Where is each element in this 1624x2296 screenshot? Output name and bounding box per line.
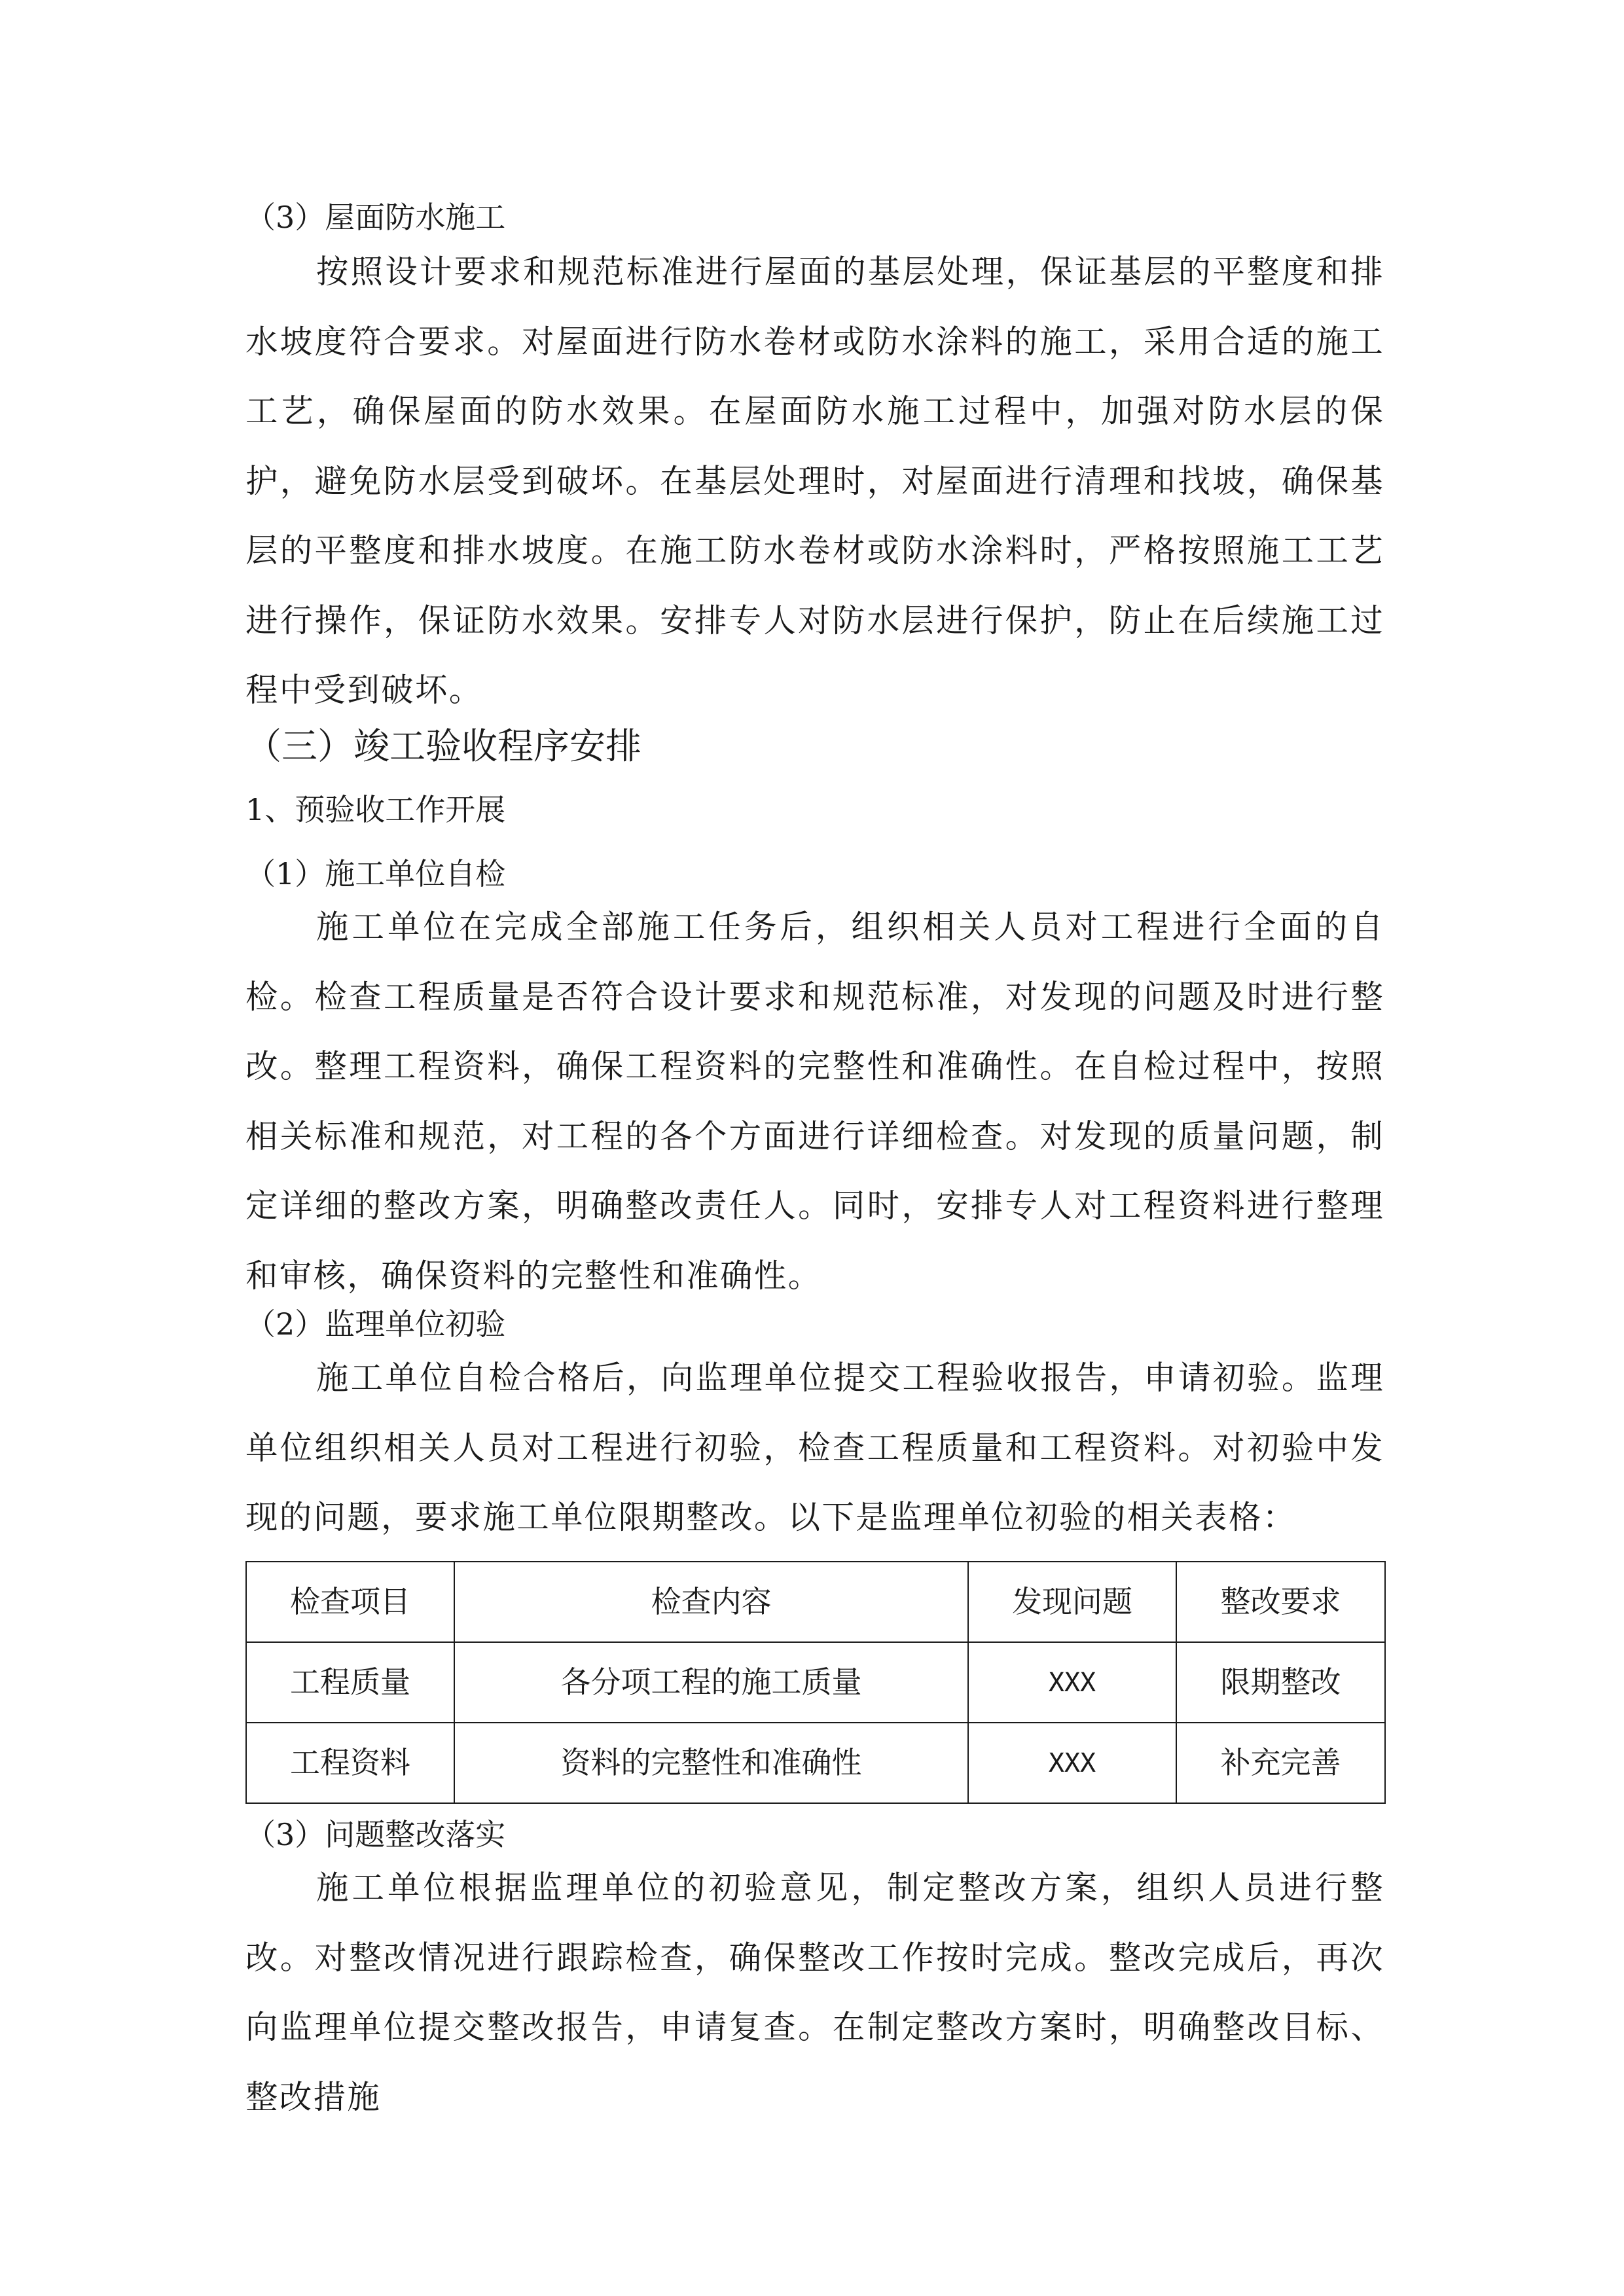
table-header-cell: 检查内容 [454,1562,968,1642]
rectification-paragraph: 施工单位根据监理单位的初验意见，制定整改方案，组织人员进行整改。对整改情况进行跟踪检查，确保整改工作按时完成。整改完成后，再次向监理单位提交整改报告，申请复查。在制定整改方案时，明确整改目标、整改措施 [245,1869,1384,2116]
pre-acceptance-heading: 1、预验收工作开展 [245,792,506,827]
rectification-heading: （3）问题整改落实 [245,1817,506,1852]
table-row [246,1642,1385,1723]
inspection-table [245,1561,1386,1804]
table-cell: 资料的完整性和准确性 [454,1723,968,1803]
roof-waterproofing-heading: （3）屋面防水施工 [245,200,506,235]
table-cell: 工程质量 [246,1642,454,1723]
table-cell: 补充完善 [1176,1723,1385,1803]
supervision-paragraph: 施工单位自检合格后，向监理单位提交工程验收报告，申请初验。监理单位组织相关人员对工程进行初验，检查工程质量和工程资料。对初验中发现的问题，要求施工单位限期整改。以下是监理单位初验的相关表格： [245,1359,1384,1536]
self-check-heading: （1）施工单位自检 [245,856,506,891]
table-header-row [246,1562,1385,1642]
table-cell: XXX [968,1723,1176,1803]
table-row [246,1723,1385,1803]
table-cell: 各分项工程的施工质量 [454,1642,968,1723]
acceptance-section-heading: （三）竣工验收程序安排 [245,725,642,767]
table-header-cell: 发现问题 [968,1562,1176,1642]
table-cell: 工程资料 [246,1723,454,1803]
table-cell: 限期整改 [1176,1642,1385,1723]
table-cell: XXX [968,1642,1176,1723]
self-check-paragraph: 施工单位在完成全部施工任务后，组织相关人员对工程进行全面的自检。检查工程质量是否符合设计要求和规范标准，对发现的问题及时进行整改。整理工程资料，确保工程资料的完整性和准确性。在自检过程中，按照相关标准和规范，对工程的各个方面进行详细检查。对发现的质量问题，制定详细的整改方案，明确整改责任人。同时，安排专人对工程资料进行整理和审核，确保资料的完整性和准确性。 [245,908,1384,1295]
table-header-cell: 检查项目 [246,1562,454,1642]
roof-waterproofing-paragraph: 按照设计要求和规范标准进行屋面的基层处理，保证基层的平整度和排水坡度符合要求。对屋面进行防水卷材或防水涂料的施工，采用合适的施工工艺，确保屋面的防水效果。在屋面防水施工过程中，加强对防水层的保护，避免防水层受到破坏。在基层处理时，对屋面进行清理和找坡，确保基层的平整度和排水坡度。在施工防水卷材或防水涂料时，严格按照施工工艺进行操作，保证防水效果。安排专人对防水层进行保护，防止在后续施工过程中受到破坏。 [245,253,1384,709]
supervision-heading: （2）监理单位初验 [245,1306,506,1342]
table-header-cell: 整改要求 [1176,1562,1385,1642]
